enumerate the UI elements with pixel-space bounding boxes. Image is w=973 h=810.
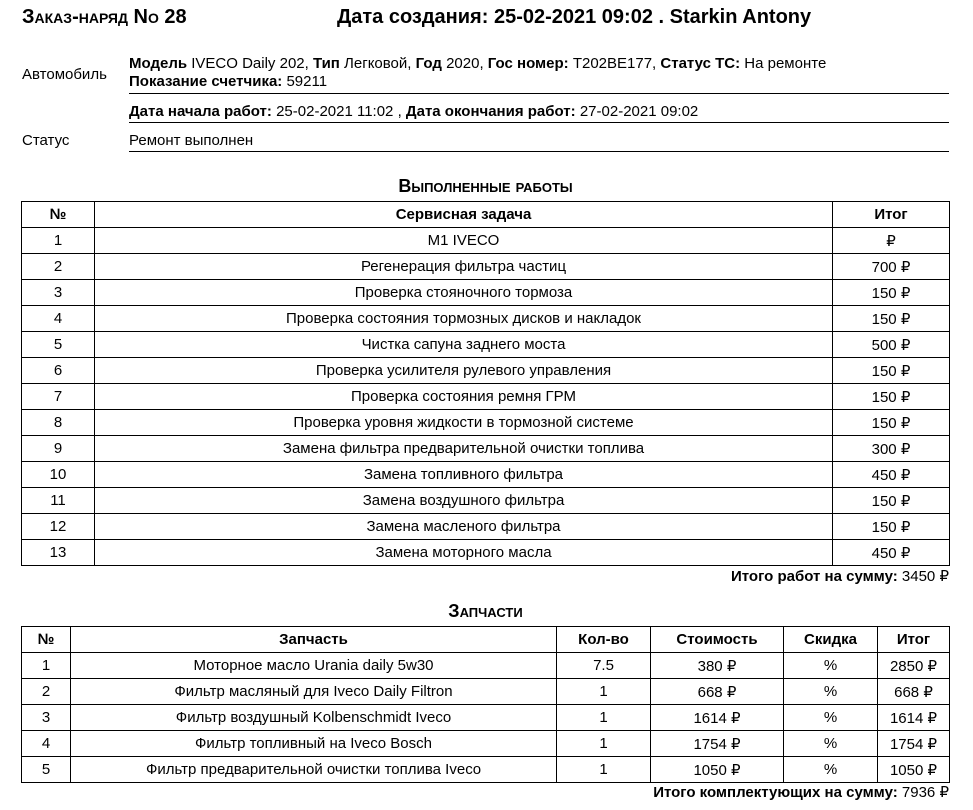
parts-row-cost: 1050 ₽ — [651, 757, 784, 783]
parts-row-num: 3 — [22, 705, 71, 731]
works-row-num: 9 — [22, 436, 95, 462]
type-value: Легковой — [344, 55, 408, 72]
year-value: 2020 — [446, 55, 480, 72]
dates-divider — [129, 122, 949, 123]
parts-row-qty: 1 — [557, 757, 651, 783]
works-row-total: 300 ₽ — [833, 436, 950, 462]
parts-header-row — [22, 627, 950, 653]
works-row-num: 12 — [22, 514, 95, 540]
parts-row-cost: 380 ₽ — [651, 653, 784, 679]
parts-row — [22, 731, 950, 757]
works-row-task: Проверка состояния ремня ГРМ — [95, 384, 833, 410]
start-date-label: Дата начала работ: — [129, 103, 272, 120]
parts-row — [22, 653, 950, 679]
type-label: Тип — [312, 55, 340, 72]
works-row-num: 13 — [22, 540, 95, 566]
work-dates: Дата начала работ: 25-02-2021 11:02 , Дата окончания работ: 27-02-2021 09:02 — [129, 103, 699, 120]
works-row-task: Замена воздушного фильтра — [95, 488, 833, 514]
end-date-label: Дата окончания работ: — [405, 103, 576, 120]
works-row-total: 150 ₽ — [833, 514, 950, 540]
works-row — [22, 228, 950, 254]
parts-col-qty: Кол-во — [557, 627, 651, 653]
parts-total — [653, 783, 949, 801]
works-total-label: Итого работ на сумму: — [730, 568, 898, 585]
works-row-num: 4 — [22, 306, 95, 332]
parts-row-qty: 7.5 — [557, 653, 651, 679]
parts-row-num: 4 — [22, 731, 71, 757]
works-row — [22, 254, 950, 280]
end-date-value: 27-02-2021 09:02 — [579, 103, 699, 120]
parts-section-title: Запчасти — [448, 601, 523, 621]
works-row-task: M1 IVECO — [95, 228, 833, 254]
works-header-row — [22, 202, 950, 228]
works-row-task: Проверка состояния тормозных дисков и накладок — [95, 306, 833, 332]
works-row — [22, 332, 950, 358]
odometer-value: 59211 — [286, 73, 328, 90]
works-row — [22, 306, 950, 332]
parts-total-value: 7936 ₽ — [901, 784, 949, 801]
parts-row-part: Фильтр масляный для Iveco Daily Filtron — [71, 679, 557, 705]
works-row-task: Замена топливного фильтра — [95, 462, 833, 488]
works-col-num: № — [22, 202, 95, 228]
works-row — [22, 358, 950, 384]
status-label: Статус — [22, 132, 70, 149]
works-row-task: Замена моторного масла — [95, 540, 833, 566]
works-row-num: 8 — [22, 410, 95, 436]
parts-col-cost: Стоимость — [651, 627, 784, 653]
works-row-num: 2 — [22, 254, 95, 280]
parts-row-num: 2 — [22, 679, 71, 705]
parts-row-total: 1050 ₽ — [878, 757, 950, 783]
parts-total-label: Итого комплектующих на сумму: — [653, 784, 898, 801]
works-row-task: Проверка усилителя рулевого управления — [95, 358, 833, 384]
model-label: Модель — [129, 55, 188, 72]
works-row-num: 5 — [22, 332, 95, 358]
works-row-total: 700 ₽ — [833, 254, 950, 280]
works-row-total: 150 ₽ — [833, 488, 950, 514]
parts-col-num: № — [22, 627, 71, 653]
works-row-task: Чистка сапуна заднего моста — [95, 332, 833, 358]
parts-col-total: Итог — [878, 627, 950, 653]
works-row-total: 450 ₽ — [833, 462, 950, 488]
works-col-task: Сервисная задача — [95, 202, 833, 228]
vehicle-status-value: На ремонте — [744, 55, 827, 72]
parts-row-total: 1614 ₽ — [878, 705, 950, 731]
parts-row-qty: 1 — [557, 705, 651, 731]
works-row-num: 11 — [22, 488, 95, 514]
works-row-total: 500 ₽ — [833, 332, 950, 358]
year-label: Год — [415, 55, 442, 72]
works-total-value: 3450 ₽ — [901, 568, 949, 585]
parts-row-part: Фильтр воздушный Kolbenschmidt Iveco — [71, 705, 557, 731]
works-row-task: Регенерация фильтра частиц — [95, 254, 833, 280]
parts-row — [22, 705, 950, 731]
parts-col-discount: Скидка — [784, 627, 878, 653]
works-row — [22, 540, 950, 566]
parts-row-total: 668 ₽ — [878, 679, 950, 705]
start-date-value: 25-02-2021 11:02 — [276, 103, 394, 120]
parts-row-cost: 668 ₽ — [651, 679, 784, 705]
works-row — [22, 410, 950, 436]
works-row — [22, 488, 950, 514]
parts-row-part: Моторное масло Urania daily 5w30 — [71, 653, 557, 679]
works-row-total: 150 ₽ — [833, 280, 950, 306]
order-title: Заказ-наряд No 28 — [22, 6, 187, 28]
parts-row-cost: 1754 ₽ — [651, 731, 784, 757]
car-details — [129, 55, 949, 91]
parts-row-discount: % — [784, 731, 878, 757]
document-header — [22, 6, 952, 34]
plate-label: Гос номер: — [487, 55, 569, 72]
parts-col-part: Запчасть — [71, 627, 557, 653]
vehicle-status-label: Статус ТС: — [660, 55, 741, 72]
parts-row-discount: % — [784, 679, 878, 705]
works-col-total: Итог — [833, 202, 950, 228]
works-row — [22, 462, 950, 488]
parts-row-cost: 1614 ₽ — [651, 705, 784, 731]
car-line-1: Модель IVECO Daily 202, Тип Легковой, Год 2020, Гос номер: Т202ВЕ177, Статус ТС: На ремонте — [129, 55, 827, 72]
car-line-2 — [129, 73, 949, 91]
works-row-total: 150 ₽ — [833, 306, 950, 332]
parts-row-num: 1 — [22, 653, 71, 679]
works-row — [22, 384, 950, 410]
works-row — [22, 436, 950, 462]
works-row-task: Замена масленого фильтра — [95, 514, 833, 540]
parts-row-total: 1754 ₽ — [878, 731, 950, 757]
works-row-num: 10 — [22, 462, 95, 488]
plate-value: Т202ВЕ177 — [572, 55, 653, 72]
works-row-total: ₽ — [833, 228, 950, 254]
works-total — [731, 567, 949, 585]
parts-table — [21, 626, 950, 783]
works-row-num: 1 — [22, 228, 95, 254]
car-section-label: Автомобиль — [22, 66, 107, 83]
works-row-task: Замена фильтра предварительной очистки топлива — [95, 436, 833, 462]
works-row-num: 3 — [22, 280, 95, 306]
parts-row-part: Фильтр предварительной очистки топлива Iveco — [71, 757, 557, 783]
parts-row — [22, 679, 950, 705]
status-value: Ремонт выполнен — [129, 132, 254, 149]
odometer-label: Показание счетчика: — [129, 73, 283, 90]
works-row-total: 150 ₽ — [833, 410, 950, 436]
works-row-total: 150 ₽ — [833, 384, 950, 410]
parts-row-qty: 1 — [557, 679, 651, 705]
parts-row-part: Фильтр топливный на Iveco Bosch — [71, 731, 557, 757]
works-row-total: 150 ₽ — [833, 358, 950, 384]
works-row-total: 450 ₽ — [833, 540, 950, 566]
works-table — [21, 201, 950, 566]
model-value: IVECO Daily 202 — [191, 55, 305, 72]
works-row-num: 6 — [22, 358, 95, 384]
car-divider — [129, 93, 949, 94]
creation-info: Дата создания: 25-02-2021 09:02 . Starkin Antony — [337, 6, 812, 28]
parts-row-discount: % — [784, 653, 878, 679]
parts-row — [22, 757, 950, 783]
parts-row-qty: 1 — [557, 731, 651, 757]
parts-row-discount: % — [784, 705, 878, 731]
works-row — [22, 280, 950, 306]
works-row-num: 7 — [22, 384, 95, 410]
works-row — [22, 514, 950, 540]
status-divider — [129, 151, 949, 152]
parts-row-total: 2850 ₽ — [878, 653, 950, 679]
works-row-task: Проверка уровня жидкости в тормозной системе — [95, 410, 833, 436]
parts-row-num: 5 — [22, 757, 71, 783]
parts-row-discount: % — [784, 757, 878, 783]
works-row-task: Проверка стояночного тормоза — [95, 280, 833, 306]
works-section-title: Выполненные работы — [398, 176, 573, 196]
